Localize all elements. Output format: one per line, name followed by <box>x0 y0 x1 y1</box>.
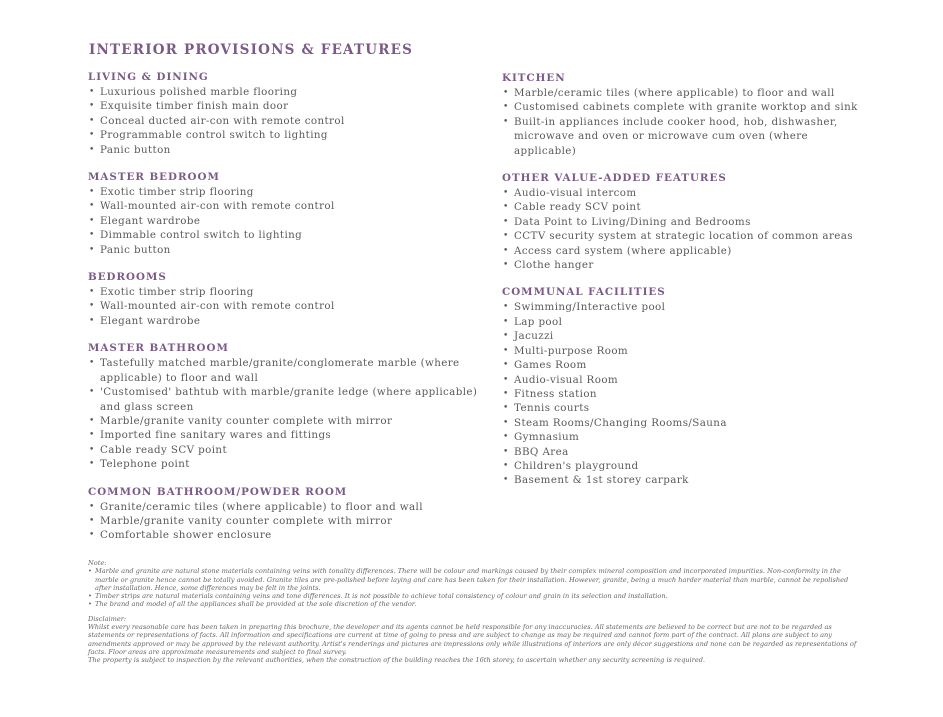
feature-item <box>502 315 872 329</box>
feature-text: Panic button <box>100 143 171 156</box>
bullet-icon: • <box>503 403 509 414</box>
feature-item <box>88 314 483 328</box>
feature-item <box>502 229 872 243</box>
feature-item <box>88 85 483 99</box>
note-text: Marble and granite are natural stone materials containing veins with tonality differences. There will be colour and markings caused by their complex mineral composition and incorporated impurities. Non-conformity in the marble or granite hence cannot be totally avoided. Granite tiles are pre-polished before laying and care has been taken for their installation. However, granite, being a much harder material than marble, cannot be repolished after installation. Hence, some differences may be felt in the joints. <box>95 567 849 592</box>
bullet-icon: • <box>89 130 95 141</box>
feature-text: Marble/granite vanity counter complete with mirror <box>100 514 393 527</box>
feature-text: Multi-purpose Room <box>514 344 629 357</box>
bullet-icon: • <box>503 388 509 399</box>
bullet-icon: • <box>503 202 509 213</box>
bullet-icon: • <box>89 415 95 426</box>
feature-text: Panic button <box>100 243 171 256</box>
feature-text: Granite/ceramic tiles (where applicable) to floor and wall <box>100 500 423 513</box>
feature-item <box>502 100 872 114</box>
bullet-icon: • <box>89 358 95 369</box>
note-heading: Note: <box>88 559 107 567</box>
bullet-icon: • <box>503 88 509 98</box>
feature-item <box>88 199 483 213</box>
bullet-icon: • <box>503 432 509 443</box>
feature-list <box>502 186 872 272</box>
feature-text: Access card system (where applicable) <box>514 244 732 257</box>
feature-text: Data Point to Living/Dining and Bedrooms <box>514 215 751 228</box>
feature-text: Cable ready SCV point <box>100 443 228 456</box>
note-text: Timber strips are natural materials containing veins and tone differences. It is not possible to achieve total consistency of colour and grain in its selection and installation. <box>95 592 668 601</box>
feature-text: Exotic timber strip flooring <box>100 286 254 299</box>
feature-item <box>88 243 483 257</box>
bullet-icon: • <box>89 87 95 97</box>
feature-text: Fitness station <box>514 387 597 400</box>
feature-text: Audio-visual Room <box>514 373 619 386</box>
bullet-icon: • <box>89 244 95 255</box>
feature-text: Steam Rooms/Changing Rooms/Sauna <box>514 416 727 429</box>
left-column <box>88 70 483 556</box>
bullet-icon: • <box>89 115 95 126</box>
section-title: KITCHEN <box>502 72 566 84</box>
feature-item <box>88 457 483 471</box>
feature-item <box>502 329 872 343</box>
bullet-icon: • <box>89 515 95 526</box>
disclaimer-paragraph: Whilst every reasonable care has been taken in preparing this brochure, the developer and its agents cannot be held responsible for any inaccuracies. All statements are believed to be correct but are not to be regarded as statements or representations of facts. All information and specifications are current at time of going to press and are subject to change as may be required and cannot form part of the contract. All plans are subject to any amendments approved or may be approved by the relevant authority. Artist's renderings and pictures are impressions only while illustrations of interiors are only décor suggestions and none can be regarded as representations of facts. Floor areas are approximate measurements and subject to final survey. <box>88 623 857 656</box>
feature-text: Children's playground <box>514 459 639 472</box>
feature-item <box>88 299 483 313</box>
feature-item <box>502 358 872 372</box>
feature-item <box>502 115 872 158</box>
feature-item <box>502 459 872 473</box>
bullet-icon: • <box>89 315 95 326</box>
feature-text: Clothe hanger <box>514 259 594 272</box>
feature-text: Elegant wardrobe <box>100 314 201 327</box>
feature-text: Lap pool <box>514 315 563 328</box>
feature-text: Programmable control switch to lighting <box>100 129 328 142</box>
disclaimer-paragraph: The property is subject to inspection by the relevant authorities, when the construction of the building reaches the 16th storey, to ascertain whether any security screening is required. <box>88 656 706 665</box>
notes-block <box>88 559 863 665</box>
feature-item <box>88 356 483 385</box>
feature-list <box>88 285 483 328</box>
feature-item <box>502 244 872 258</box>
feature-text: BBQ Area <box>514 445 569 458</box>
bullet-icon: • <box>503 374 509 385</box>
feature-item <box>88 143 483 157</box>
feature-item <box>88 443 483 457</box>
feature-item <box>502 401 872 415</box>
bullet-icon: • <box>89 387 95 398</box>
feature-text: Exquisite timber finish main door <box>100 100 289 113</box>
bullet-icon: • <box>89 287 95 298</box>
feature-text: Dimmable control switch to lighting <box>100 229 303 242</box>
bullet-icon: • <box>503 331 509 342</box>
feature-text: Jacuzzi <box>514 330 554 343</box>
section-title: LIVING & DINING <box>88 71 209 83</box>
bullet-icon: • <box>503 231 509 242</box>
bullet-icon: • <box>503 188 509 199</box>
feature-item <box>502 416 872 430</box>
bullet-icon: • <box>89 144 95 155</box>
note-item: • Marble and granite are natural stone materials containing veins with tonality differences. There will be colour and markings caused by their complex mineral composition and incorporated impurities. Non-conformity in the marble or granite hence cannot be totally avoided. Granite tiles are pre-polished before laying and care has been taken for their installation. However, granite, being a much harder material than marble, cannot be repolished after installation. Hence, some differences may be felt in the joints. <box>88 567 849 592</box>
feature-text: Imported fine sanitary wares and fittings <box>100 429 332 442</box>
feature-item <box>502 473 872 487</box>
feature-item <box>88 214 483 228</box>
feature-text: Cable ready SCV point <box>514 201 642 214</box>
feature-item <box>88 99 483 113</box>
feature-item <box>502 344 872 358</box>
feature-item <box>502 300 872 314</box>
feature-item <box>502 258 872 272</box>
feature-text: Telephone point <box>100 458 190 471</box>
disclaimer-heading: Disclaimer: <box>88 614 127 623</box>
feature-item <box>502 373 872 387</box>
feature-item <box>502 186 872 200</box>
feature-text: Wall-mounted air-con with remote control <box>100 200 335 213</box>
feature-item <box>88 128 483 142</box>
section-title: BEDROOMS <box>88 271 167 284</box>
feature-item <box>88 414 483 428</box>
bullet-icon: • <box>503 216 509 227</box>
bullet-icon: • <box>503 345 509 356</box>
bullet-icon: • <box>503 245 509 256</box>
feature-item <box>502 200 872 214</box>
feature-text: Luxurious polished marble flooring <box>100 86 298 98</box>
feature-text: Gymnasium <box>514 431 580 444</box>
feature-text: Comfortable shower enclosure <box>100 529 272 542</box>
feature-item <box>88 114 483 128</box>
feature-text: Tastefully matched marble/granite/conglomerate marble (where applicable) to floor and wall <box>100 357 460 384</box>
feature-list <box>88 185 483 257</box>
bullet-icon: • <box>89 459 95 470</box>
section-title: MASTER BATHROOM <box>88 342 229 355</box>
feature-text: Marble/ceramic tiles (where applicable) to floor and wall <box>514 87 835 99</box>
bullet-icon: • <box>503 360 509 371</box>
feature-text: Games Room <box>514 359 587 372</box>
bullet-icon: • <box>89 444 95 455</box>
feature-text: Basement & 1st storey carpark <box>514 474 689 487</box>
note-item: • Timber strips are natural materials containing veins and tone differences. It is not possible to achieve total consistency of colour and grain in its selection and installation. <box>88 592 668 601</box>
feature-item <box>88 285 483 299</box>
bullet-icon: • <box>503 116 509 127</box>
feature-item <box>502 86 872 100</box>
bullet-icon: • <box>89 201 95 212</box>
section-title: COMMUNAL FACILITIES <box>502 286 666 299</box>
feature-item <box>502 387 872 401</box>
note-item: • The brand and model of all the appliances shall be provided at the sole discretion of the vendor. <box>88 600 417 609</box>
bullet-icon: • <box>89 230 95 241</box>
section-title: MASTER BEDROOM <box>88 171 220 184</box>
feature-text: CCTV security system at strategic location of common areas <box>514 230 853 243</box>
feature-text: Customised cabinets complete with granite worktop and sink <box>514 101 858 114</box>
right-column <box>502 71 872 501</box>
feature-text: Marble/granite vanity counter complete with mirror <box>100 414 393 427</box>
feature-item <box>88 514 483 528</box>
feature-item <box>88 528 483 542</box>
note-text: The brand and model of all the appliances shall be provided at the sole discretion of the vendor. <box>95 600 417 609</box>
feature-item <box>88 385 483 414</box>
feature-item <box>502 445 872 459</box>
feature-item <box>502 430 872 444</box>
feature-text: Built-in appliances include cooker hood, hob, dishwasher, microwave and oven or microwave cum oven (where applicable) <box>514 115 838 157</box>
feature-text: Elegant wardrobe <box>100 214 201 227</box>
bullet-icon: • <box>89 215 95 226</box>
bullet-icon: • <box>503 316 509 327</box>
feature-list <box>88 500 483 543</box>
feature-text: 'Customised' bathtub with marble/granite ledge (where applicable) and glass screen <box>100 386 478 413</box>
bullet-icon: • <box>503 446 509 457</box>
bullet-icon: • <box>503 102 509 113</box>
feature-list <box>502 86 872 158</box>
bullet-icon: • <box>503 417 509 428</box>
bullet-icon: • <box>89 101 95 112</box>
feature-text: Swimming/Interactive pool <box>514 301 666 314</box>
bullet-icon: • <box>89 187 95 198</box>
bullet-icon: • <box>89 501 95 512</box>
feature-item <box>88 185 483 199</box>
feature-item <box>88 500 483 514</box>
bullet-icon: • <box>503 260 509 271</box>
bullet-icon: • <box>503 475 509 486</box>
feature-list <box>88 85 483 157</box>
page-title: INTERIOR PROVISIONS & FEATURES <box>89 42 414 58</box>
feature-item <box>88 428 483 442</box>
feature-text: Tennis courts <box>514 402 590 415</box>
bullet-icon: • <box>89 530 95 541</box>
feature-text: Wall-mounted air-con with remote control <box>100 300 335 313</box>
feature-item <box>88 228 483 242</box>
feature-text: Audio-visual intercom <box>514 187 637 200</box>
bullet-icon: • <box>503 460 509 471</box>
feature-text: Conceal ducted air-con with remote control <box>100 114 345 127</box>
bullet-icon: • <box>503 302 509 313</box>
section-title: COMMON BATHROOM/POWDER ROOM <box>88 485 348 498</box>
section-title: OTHER VALUE-ADDED FEATURES <box>502 172 727 185</box>
bullet-icon: • <box>89 301 95 312</box>
feature-list <box>502 300 872 487</box>
feature-item <box>502 215 872 229</box>
feature-text: Exotic timber strip flooring <box>100 186 254 199</box>
bullet-icon: • <box>89 430 95 441</box>
feature-list <box>88 356 483 471</box>
